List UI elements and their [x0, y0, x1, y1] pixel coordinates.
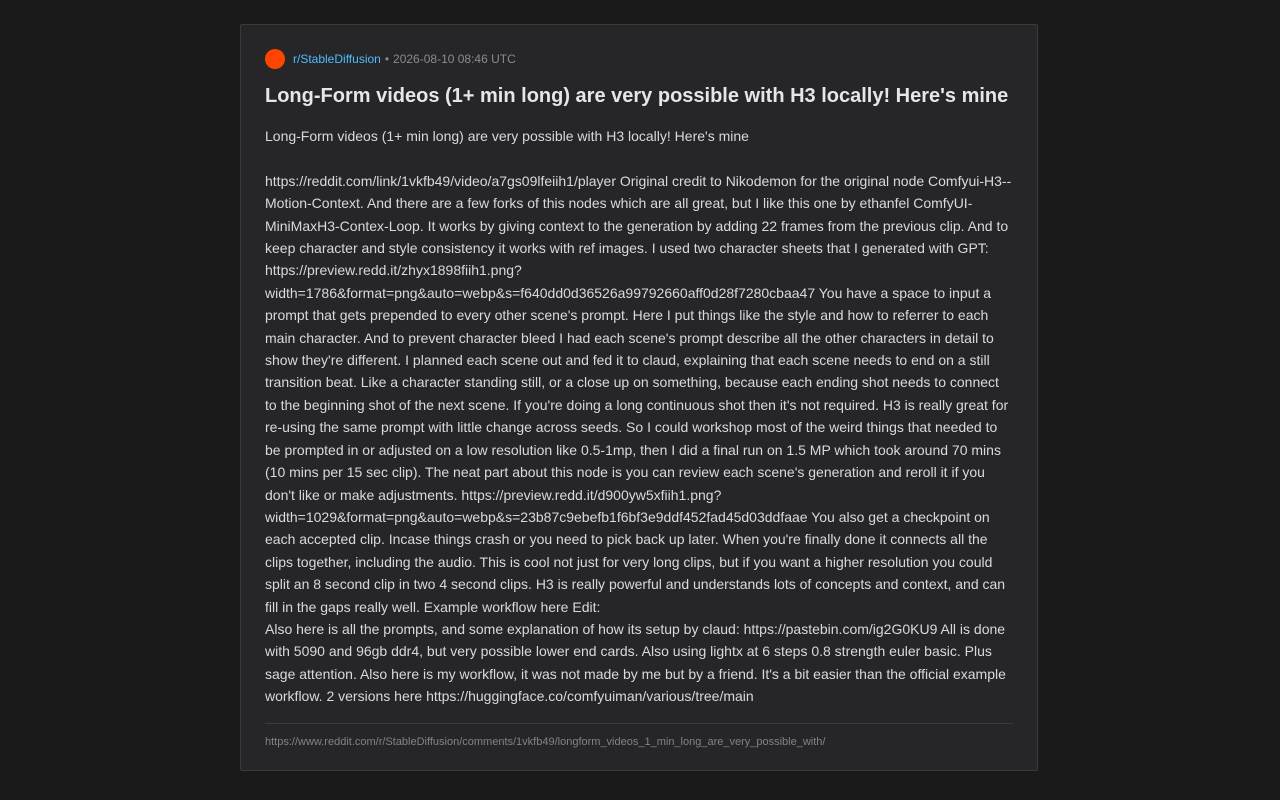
post-card: [240, 24, 1038, 771]
subreddit-link[interactable]: r/StableDiffusion: [293, 52, 381, 66]
post-timestamp: 2026-08-10 08:46 UTC: [393, 52, 516, 66]
post-title[interactable]: Long-Form videos (1+ min long) are very possible with H3 locally! Here's mine: [265, 85, 1009, 107]
meta-separator: •: [384, 52, 390, 66]
post-meta: [265, 49, 1013, 69]
permalink-link[interactable]: https://www.reddit.com/r/StableDiffusion/comments/1vkfb49/longform_videos_1_min_long_are_very_possible_with/: [265, 735, 826, 748]
subreddit-avatar-icon[interactable]: [265, 49, 285, 69]
footer-divider: [265, 723, 1013, 724]
post-body: Long-Form videos (1+ min long) are very possible with H3 locally! Here's mine https://reddit.com/link/1vkfb49/video/a7gs09lfeiih1/player Original credit to Nikodemon for the original node Comfyui-H3--Motion-Context. And there are a few forks of this nodes which are all great, but I like this one by ethanfel ComfyUI-MiniMaxH3-Contex-Loop. It works by giving context to the generation by adding 22 frames from the previous clip. And to keep character and style consistency it works with ref images. I used two character sheets that I generated with GPT: https://preview.redd.it/zhyx1898fiih1.png?width=1786&format=png&auto=webp&s=f640dd0d36526a99792660aff0d28f7280cbaa47 You have a space to input a prompt that gets prepended to every other scene's prompt. Here I put things like the style and how to referrer to each main character. And to prevent character bleed I had each scene's prompt describe all the other characters in detail to show they're different. I planned each scene out and fed it to claud, explaining that each scene needs to end on a still transition beat. Like a character standing still, or a close up on something, because each ending shot needs to connect to the beginning shot of the next scene. If you're doing a long continuous shot then it's not required. H3 is really great for re-using the same prompt with little change across seeds. So I could workshop most of the weird things that needed to be prompted in or adjusted on a low resolution like 0.5-1mp, then I did a final run on 1.5 MP which took around 70 mins (10 mins per 15 sec clip). The neat part about this node is you can review each scene's generation and reroll it if you don't like or make adjustments. https://preview.redd.it/d900yw5xfiih1.png?width=1029&format=png&auto=webp&s=23b87c9ebefb1f6bf3e9ddf452fad45d03ddfaae You also get a checkpoint on each accepted clip. Incase things crash or you need to pick back up later. When you're finally done it connects all the clips together, including the audio. This is cool not just for very long clips, but if you want a higher resolution you could split an 8 second clip in two 4 second clips. H3 is really powerful and understands lots of concepts and context, and can fill in the gaps really well. Example workflow here Edit: Also here is all the prompts, and some explanation of how its setup by claud: https://pastebin.com/ig2G0KU9 All is done with 5090 and 96gb ddr4, but very possible lower end cards. Also using lightx at 6 steps 0.8 strength euler basic. Plus sage attention. Also here is my workflow, it was not made by me but by a friend. It's a bit easier than the official example workflow. 2 versions here https://huggingface.co/comfyuiman/various/tree/main: [265, 128, 1012, 705]
